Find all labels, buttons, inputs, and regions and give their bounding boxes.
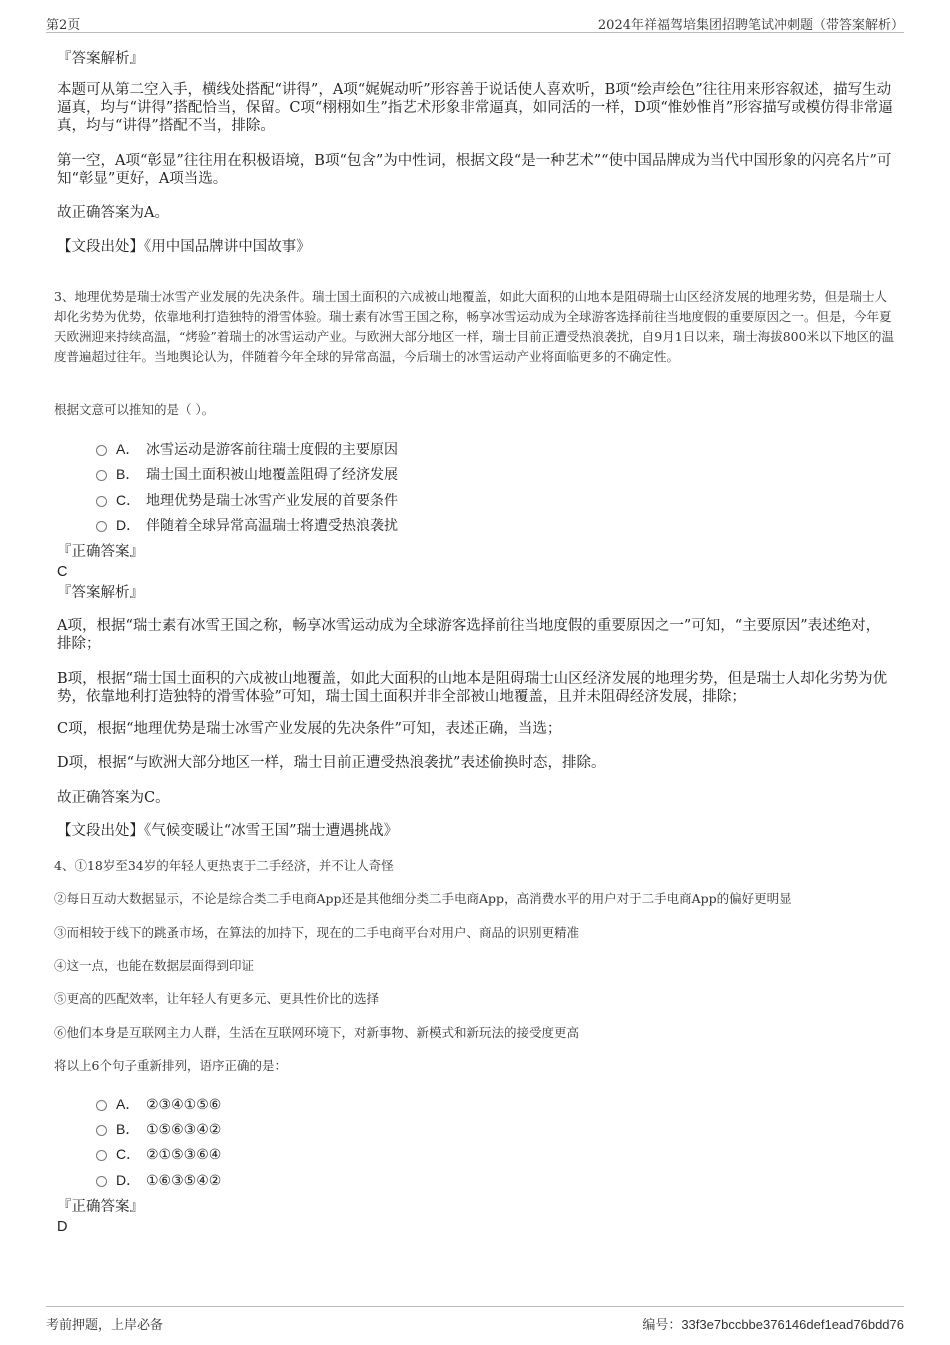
question-passage: 3、地理优势是瑞士冰雪产业发展的先决条件。瑞士国土面积的六成被山地覆盖，如此大面积的山地本是阻碍瑞士山区经济发展的地理劣势，但是瑞士人却化劣势为优势，依靠地利打造独特的滑雪体验。瑞士素有冰雪王国之称，畅享冰雪运动成为全球游客选择前往当地度假的重要原因之一。但是，今年夏天欧洲迎来持续高温，“烤验”着瑞士的冰雪运动产业。与欧洲大部分地区一样，瑞士目前正遭受热浪袭扰，自9月1日以来，瑞士海拔800米以下地区的温度普遍超过往年。当地舆论认为，伴随着今年全球的异常高温，今后瑞士的冰雪运动产业将面临更多的不确定性。: [54, 289, 895, 364]
sentence-item: ⑤更高的匹配效率，让年轻人有更多元、更具性价比的选择: [54, 991, 380, 1006]
analysis-paragraph: A项，根据“瑞士素有冰雪王国之称，畅享冰雪运动成为全球游客选择前往当地度假的重要原因之一”可知，“主要原因”表述绝对，排除；: [57, 618, 881, 652]
radio-icon[interactable]: [96, 1176, 107, 1187]
option-b[interactable]: B． ①⑤⑥③④②: [96, 1120, 221, 1139]
sentence-item: ⑥他们本身是互联网主力人群，生活在互联网环境下，对新事物、新模式和新玩法的接受度更高: [54, 1025, 580, 1040]
document-title: 2024年祥福驾培集团招聘笔试冲刺题（带答案解析）: [597, 18, 904, 33]
source-citation: 【文段出处】《用中国品牌讲中国故事》: [57, 239, 311, 255]
sentence-item: 4、①18岁至34岁的年轻人更热衷于二手经济，并不让人奇怪: [54, 858, 394, 873]
radio-icon[interactable]: [96, 521, 107, 532]
sentence-item: ④这一点，也能在数据层面得到印证: [54, 958, 255, 973]
radio-icon[interactable]: [96, 496, 107, 507]
page-header: [46, 12, 904, 33]
radio-icon[interactable]: [96, 1150, 107, 1161]
analysis-paragraph: D项，根据“与欧洲大部分地区一样，瑞士目前正遭受热浪袭扰”表述偷换时态，排除。: [57, 755, 606, 771]
option-d[interactable]: D． 伴随着全球异常高温瑞士将遭受热浪袭扰: [96, 516, 398, 535]
question-stem: 根据文意可以推知的是（ ）。: [54, 402, 215, 417]
question-stem: 将以上6个句子重新排列，语序正确的是：: [54, 1058, 287, 1073]
code-label: 编号：: [642, 1318, 682, 1333]
option-c[interactable]: C． ②①⑤③⑥④: [96, 1145, 221, 1164]
conclusion: 故正确答案为C。: [57, 790, 170, 806]
correct-answer-heading: 『正确答案』: [57, 1199, 144, 1215]
radio-icon[interactable]: [96, 1100, 107, 1111]
correct-answer-heading: 『正确答案』: [57, 544, 144, 560]
analysis-heading: 『答案解析』: [57, 585, 144, 601]
radio-icon[interactable]: [96, 445, 107, 456]
correct-answer: C: [57, 564, 68, 580]
correct-answer: D: [57, 1219, 68, 1235]
document-code: [642, 1314, 904, 1333]
radio-icon[interactable]: [96, 470, 107, 481]
analysis-paragraph: C项，根据“地理优势是瑞士冰雪产业发展的先决条件”可知，表述正确，当选；: [57, 721, 562, 737]
source-citation: 【文段出处】《气候变暖让“冰雪王国”瑞士遭遇挑战》: [57, 823, 399, 839]
analysis-paragraph: B项，根据“瑞士国土面积的六成被山地覆盖，如此大面积的山地本是阻碍瑞士山区经济发展的地理劣势，但是瑞士人却化劣势为优势，依靠地利打造独特的滑雪体验”可知，瑞士国土面积并非全部被山地覆盖，且并未阻碍经济发展，排除；: [57, 671, 888, 705]
analysis-paragraph: 第一空，A项“彰显”往往用在积极语境，B项“包含”为中性词，根据文段“是一种艺术”“使中国品牌成为当代中国形象的闪亮名片”可知“彰显”更好，A项当选。: [57, 153, 892, 187]
option-b[interactable]: B． 瑞士国土面积被山地覆盖阻碍了经济发展: [96, 465, 398, 484]
option-c[interactable]: C． 地理优势是瑞士冰雪产业发展的首要条件: [96, 491, 398, 510]
page-footer: [46, 1306, 904, 1331]
sentence-item: ③而相较于线下的跳蚤市场，在算法的加持下，现在的二手电商平台对用户、商品的识别更精准: [54, 925, 580, 940]
option-d[interactable]: D． ①⑥③⑤④②: [96, 1171, 221, 1190]
analysis-heading: 『答案解析』: [57, 51, 144, 67]
sentence-item: ②每日互动大数据显示，不论是综合类二手电商App还是其他细分类二手电商App，高消费水平的用户对于二手电商App的偏好更明显: [54, 891, 792, 906]
page-number: 第2页: [46, 18, 81, 33]
code-value: 33f3e7bccbbe376146def1ead76bdd76: [681, 1317, 904, 1332]
conclusion: 故正确答案为A。: [57, 205, 169, 221]
footer-slogan: 考前押题，上岸必备: [46, 1318, 164, 1333]
analysis-paragraph: 本题可从第二空入手，横线处搭配“讲得”，A项“娓娓动听”形容善于说话使人喜欢听，B项“绘声绘色”往往用来形容叙述，描写生动逼真，均与“讲得”搭配恰当，保留。C项“栩栩如生”指艺术形象非常逼真，如同活的一样，D项“惟妙惟肖”形容描写或模仿得非常逼真，均与“讲得”搭配不当，排除。: [57, 82, 893, 134]
radio-icon[interactable]: [96, 1125, 107, 1136]
option-a[interactable]: A． 冰雪运动是游客前往瑞士度假的主要原因: [96, 440, 398, 459]
option-a[interactable]: A． ②③④①⑤⑥: [96, 1095, 221, 1114]
